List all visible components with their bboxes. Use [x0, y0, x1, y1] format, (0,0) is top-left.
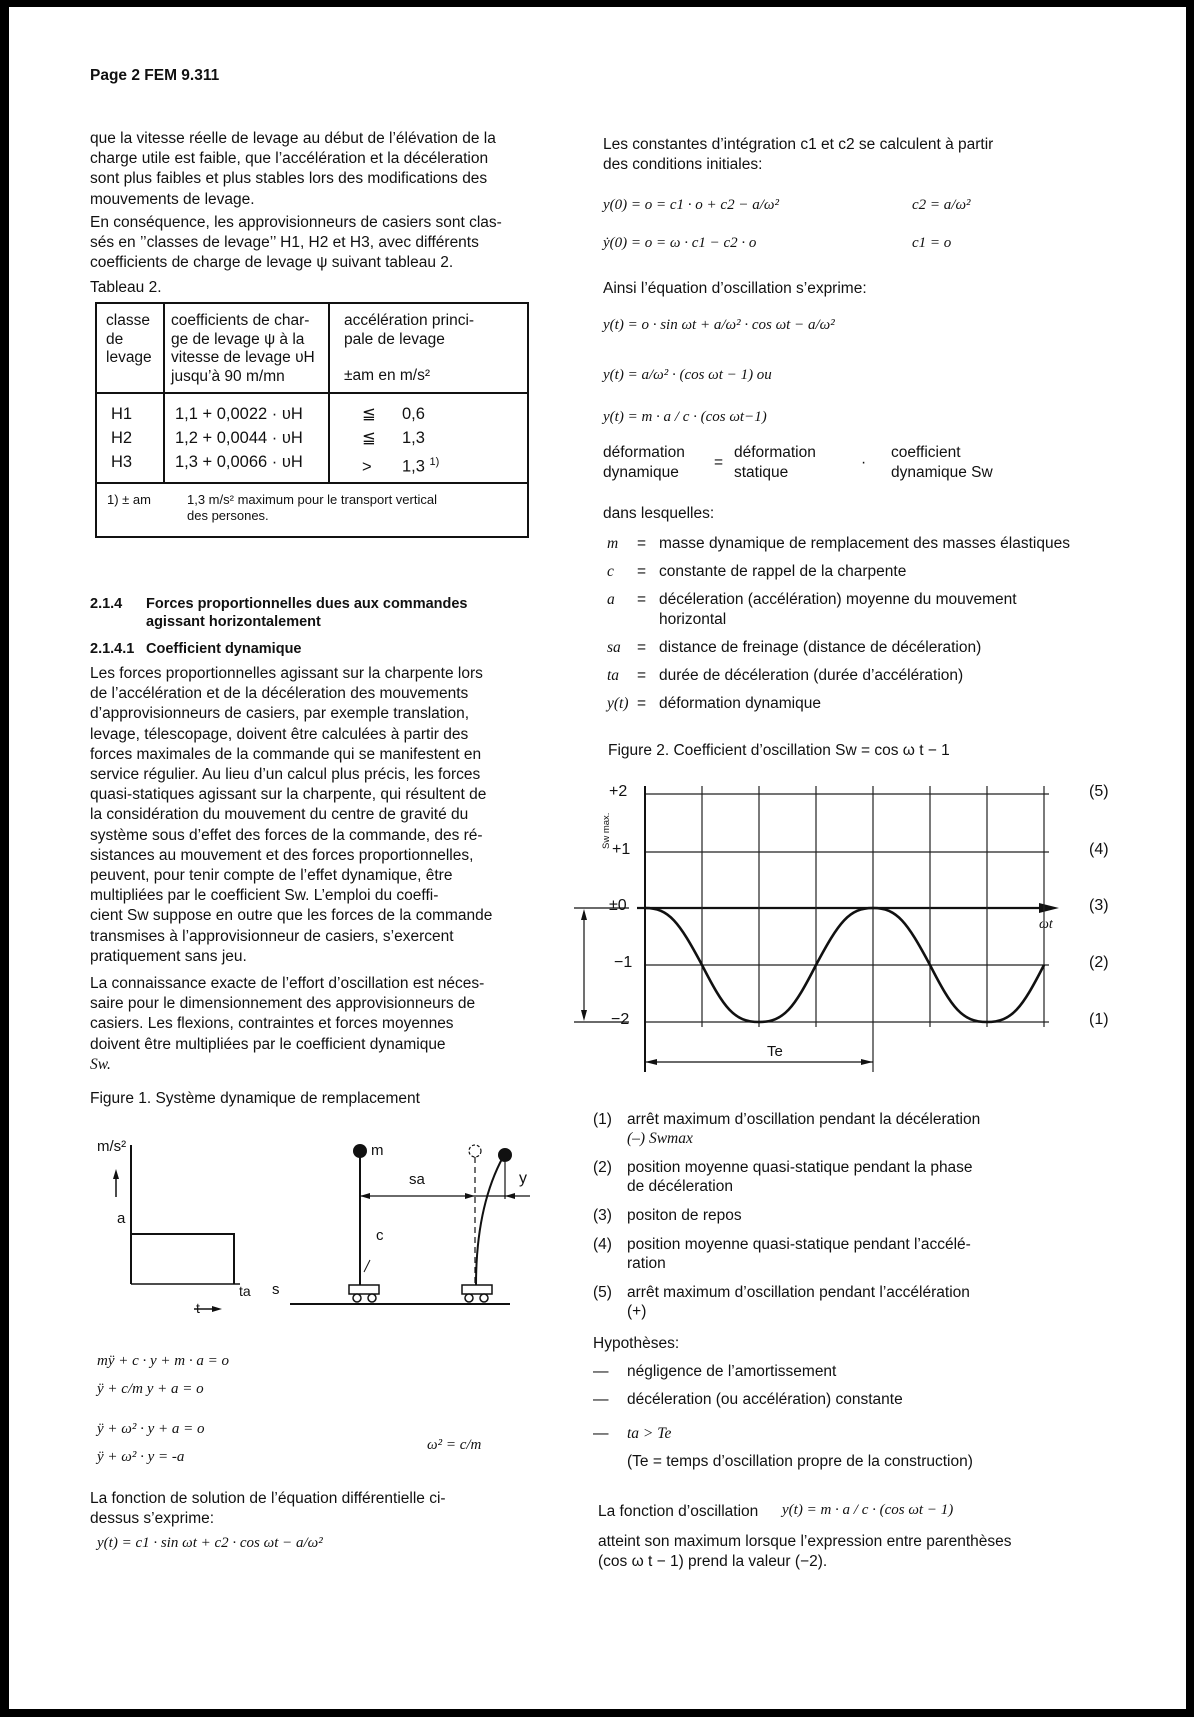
ytick-zero: ±0: [609, 897, 627, 914]
table-cell: H2: [111, 429, 133, 447]
equation-block: [97, 1347, 229, 1471]
definition-item: m = masse dynamique de remplacement des masses élastiques: [607, 534, 1127, 554]
table-footnote: [97, 484, 527, 536]
oscillation-eq-2: y(t) = a/ω² · (cos ωt − 1) ou: [603, 367, 772, 383]
header-text: jusqu’à 90 m/mn: [171, 367, 285, 385]
section-title: Coefficient dynamique: [146, 641, 302, 657]
header-text: pale de levage: [344, 330, 445, 348]
fig1-y-unit: m/s²: [97, 1138, 127, 1155]
symbol: m: [607, 535, 619, 552]
symbol: y(t): [607, 695, 629, 712]
legend-number: (3): [593, 1207, 612, 1224]
right-label-3: (3): [1089, 897, 1109, 914]
text-line: coefficient: [891, 444, 961, 461]
legend-text: [627, 1158, 1113, 1196]
hypotheses-list: [593, 1362, 1113, 1480]
final-paragraph: [598, 1532, 1118, 1572]
definition: durée de décéleration (durée d’accélération): [659, 667, 964, 684]
equals-sign: =: [714, 454, 724, 471]
text-line: dynamique: [603, 464, 679, 482]
text-line: multipliées par le coefficient Sw. L’emploi du coeffi-: [90, 887, 439, 905]
text-line: peuvent, pour tenir compte de l’effet dynamique, être: [90, 867, 453, 885]
oscillation-eq-1: y(t) = o · sin ωt + a/ω² · cos ωt − a/ω²: [603, 317, 835, 333]
hypothesis-item: — ta > Te: [593, 1425, 672, 1442]
text-line: dynamique Sw: [891, 464, 993, 482]
section-2-1-4-1-heading: [90, 641, 302, 657]
sw-max-axis-label: Sw max.: [601, 812, 612, 849]
table-cell: [362, 402, 527, 426]
text-line: pratiquement sans jeu.: [90, 947, 247, 965]
text-line: statique: [734, 464, 789, 482]
definition: décéleration (accélération) moyenne du mouvement horizontal: [659, 591, 1017, 628]
text-line: sistances au mouvement et des forces proportionnelles,: [90, 846, 474, 864]
table-body: [97, 394, 527, 484]
ainsi-text: Ainsi l’équation d’oscillation s’exprime:: [603, 280, 867, 297]
text-line: forces maximales de la commande qui se manifestent en: [90, 745, 482, 763]
value: 0,6: [402, 405, 425, 423]
classe-column: [97, 394, 165, 482]
text-line: transmises à l’approvisionneur de casiers, s’exercent: [90, 927, 454, 945]
text-line: charge utile est faible, que l’accélération et la décéleration: [90, 150, 489, 168]
ytick-plus-2: +2: [609, 783, 628, 800]
definition-item: sa = distance de freinage (distance de décéleration): [607, 638, 1127, 658]
table-cell: [362, 450, 527, 479]
table-caption: Tableau 2.: [90, 279, 162, 296]
header-text: de: [106, 330, 124, 348]
symbol: c: [607, 563, 614, 580]
words-eq-rhs: [891, 443, 993, 483]
text-line: (+): [627, 1303, 647, 1320]
header-classe: [97, 304, 165, 392]
definition: distance de freinage (distance de décéleration): [659, 639, 982, 656]
hypothesis-note: [593, 1452, 1113, 1472]
text-line: levage, télescopage, doivent être calculées à partir des: [90, 725, 469, 743]
text-line: atteint son maximum lorsque l’expression entre parenthèses: [598, 1533, 1012, 1550]
text-line: (cos ω t − 1) prend la valeur (−2).: [598, 1553, 828, 1571]
omega-definition: ω² = c/m: [427, 1437, 482, 1453]
equation: ÿ + ω² · y + a = o: [97, 1421, 205, 1437]
equation: mÿ + c · y + m · a = o: [97, 1353, 230, 1369]
value: 1,3: [402, 457, 425, 476]
text-line: Les forces proportionnelles agissant sur la charpente lors: [90, 665, 483, 682]
text-line: sont plus faibles et plus stables lors des modifications des: [90, 170, 488, 188]
legend-number: (1): [593, 1111, 612, 1128]
definition-item: c = constante de rappel de la charpente: [607, 562, 1127, 582]
legend-number: (5): [593, 1284, 612, 1301]
section-title: [146, 595, 468, 631]
operator: >: [362, 457, 372, 476]
hypothesis-text: ta > Te: [627, 1425, 672, 1442]
text-line: d’approvisionneurs de casiers, par exemple translation,: [90, 705, 470, 723]
intro-paragraph: [90, 129, 570, 210]
constants-paragraph: [603, 135, 1103, 175]
hypothesis-item: — décéleration (ou accélération) constante: [593, 1391, 903, 1408]
ytick-minus-1: −1: [614, 954, 633, 971]
legend-number: (4): [593, 1236, 612, 1253]
text-line: casiers. Les flexions, contraintes et forces moyennes: [90, 1015, 454, 1033]
fig1-y-label: y: [519, 1170, 527, 1187]
header-acceleration: [330, 304, 527, 392]
section-2-1-4-heading: [90, 595, 468, 631]
definition: constante de rappel de la charpente: [659, 563, 907, 580]
text-line: service régulier. Au lieu d’un calcul plus précis, les forces: [90, 766, 481, 784]
right-label-2: (2): [1089, 954, 1109, 971]
words-eq-lhs: [603, 443, 685, 483]
text-line: (–) Swmax: [627, 1130, 693, 1147]
definition-list: [607, 534, 1127, 722]
right-label-5: (5): [1089, 783, 1109, 800]
document-page: [9, 7, 1186, 1709]
table-header-row: [97, 304, 527, 394]
symbol: a: [607, 591, 615, 608]
table-cell: 1,3 + 0,0066 · υH: [175, 453, 303, 471]
figure-1-caption: Figure 1. Système dynamique de remplacement: [90, 1090, 420, 1107]
ytick-minus-2: −2: [611, 1011, 630, 1028]
hypothesis-text: négligence de l’amortissement: [627, 1363, 837, 1380]
solution-equation: y(t) = c1 · sin ωt + c2 · cos ωt − a/ω²: [97, 1535, 323, 1551]
text-line: agissant horizontalement: [146, 614, 321, 630]
legend-item: [593, 1235, 1113, 1273]
header-text: vitesse de levage υH: [171, 349, 315, 366]
text-line: des conditions initiales:: [603, 156, 763, 174]
legend-text: [627, 1206, 1113, 1225]
text-line: En conséquence, les approvisionneurs de casiers sont clas-: [90, 214, 502, 231]
acc-column: [330, 394, 527, 482]
text-line: des persones.: [187, 508, 269, 523]
hypotheses-title: Hypothèses:: [593, 1335, 680, 1352]
text-line: doivent être multipliées par le coefficient dynamique: [90, 1035, 446, 1053]
definition-item: y(t) = déformation dynamique: [607, 694, 1127, 714]
fig1-sa-label: sa: [409, 1171, 425, 1188]
text-line: coefficients de charge de levage ψ suivant tableau 2.: [90, 254, 454, 272]
header-coefficients: [165, 304, 330, 392]
lifting-class-table: [95, 302, 529, 538]
initial-condition-2: ẏ(0) = o = ω · c1 − c2 · o: [603, 235, 757, 251]
fig1-s-label: s: [272, 1281, 280, 1298]
fig1-c-label: c: [376, 1227, 384, 1244]
text-line: 1,3 m/s² maximum pour le transport vertical: [187, 492, 437, 507]
definition: déformation dynamique: [659, 695, 821, 712]
oscillation-eq-3: y(t) = m · a / c · (cos ωt−1): [603, 409, 767, 425]
legend-item: [593, 1206, 1113, 1225]
text-line: cient Sw suppose en outre que les forces de la commande: [90, 907, 493, 925]
figure-1-diagram: [90, 1127, 580, 1312]
operator: ≦: [362, 405, 376, 423]
coeff-column: [165, 394, 330, 482]
section-number: 2.1.4: [90, 596, 123, 612]
words-eq-mid: [734, 443, 816, 483]
body-paragraph-1: [90, 664, 580, 967]
text-line: ration: [627, 1255, 666, 1272]
text-line: La connaissance exacte de l’effort d’oscillation est néces-: [90, 975, 485, 992]
legend-number: (2): [593, 1159, 612, 1176]
legend-text: [627, 1235, 1113, 1273]
header-text: levage: [106, 349, 152, 366]
table-cell: [362, 426, 527, 450]
text-line: mouvements de levage.: [90, 190, 255, 208]
text-line: Les constantes d’intégration c1 et c2 se calculent à partir: [603, 136, 994, 153]
table-cell: 1,1 + 0,0022 · υH: [175, 405, 303, 423]
header-text: ge de levage ψ à la: [171, 330, 305, 348]
text-line: Sw.: [90, 1055, 111, 1073]
text-line: système sous d’effet des forces de la commande, des ré-: [90, 826, 483, 844]
legend-text: [627, 1110, 1113, 1148]
text-line: position moyenne quasi-statique pendant l’accélé-: [627, 1236, 971, 1253]
legend-item: [593, 1158, 1113, 1196]
right-label-4: (4): [1089, 841, 1109, 858]
text-line: arrêt maximum d’oscillation pendant la décéleration: [627, 1111, 981, 1128]
legend-item: [593, 1283, 1113, 1321]
final-intro: La fonction d’oscillation: [598, 1503, 759, 1520]
text-line: de l’accélération et de la décéleration des mouvements: [90, 685, 469, 703]
header-text: accélération princi-: [344, 312, 475, 329]
text-line: déformation: [734, 444, 816, 461]
section-number: 2.1.4.1: [90, 641, 135, 657]
multiply-sign: ·: [861, 454, 867, 471]
initial-result-2: c1 = o: [912, 235, 952, 251]
right-label-1: (1): [1089, 1011, 1109, 1028]
initial-condition-1: y(0) = o = c1 · o + c2 − a/ω²: [603, 197, 779, 213]
figure-2-caption: Figure 2. Coefficient d’oscillation Sw = cos ω t − 1: [608, 742, 950, 759]
text-line: de décéleration: [627, 1178, 733, 1195]
body-paragraph-2: [90, 974, 580, 1075]
definition-item: a = décéleration (accélération) moyenne du mouvement horizontal: [607, 590, 1077, 630]
text-line: Forces proportionnelles dues aux commandes: [146, 596, 468, 612]
hypothesis-text: décéleration (ou accélération) constante: [627, 1391, 903, 1408]
text-line: positon de repos: [627, 1207, 742, 1224]
legend-item: [593, 1110, 1113, 1148]
final-equation: y(t) = m · a / c · (cos ωt − 1): [782, 1502, 954, 1518]
fig1-a-label: a: [117, 1210, 126, 1227]
hypothesis-note-text: (Te = temps d’oscillation propre de la construction): [627, 1453, 973, 1470]
table-cell: 1,2 + 0,0044 · υH: [175, 429, 303, 447]
text-line: saire pour le dimensionnement des approvisionneurs de: [90, 995, 476, 1013]
definition-item: ta = durée de décéleration (durée d’accélération): [607, 666, 1127, 686]
text-line: déformation: [603, 444, 685, 461]
text-line: arrêt maximum d’oscillation pendant l’accélération: [627, 1284, 970, 1301]
fig1-m-label: m: [371, 1142, 384, 1159]
text-line: La fonction de solution de l’équation différentielle ci-: [90, 1490, 446, 1507]
header-text: coefficients de char-: [171, 312, 310, 329]
initial-result-1: c2 = a/ω²: [912, 197, 971, 213]
equation: ÿ + ω² · y = -a: [97, 1449, 185, 1465]
hypothesis-item: — négligence de l’amortissement: [593, 1363, 837, 1380]
text-line: la considération du mouvement du centre de gravité du: [90, 806, 469, 824]
text-line: sés en ’’classes de levage’’ H1, H2 et H3, avec différents: [90, 234, 479, 252]
te-label: Te: [767, 1043, 783, 1060]
text-line: que la vitesse réelle de levage au début de l’élévation de la: [90, 130, 496, 147]
equation: ÿ + c/m y + a = o: [97, 1381, 204, 1397]
header-text: classe: [106, 312, 150, 329]
fig1-ta-label: ta: [239, 1283, 251, 1299]
solution-paragraph: [90, 1489, 580, 1529]
figure-2-legend: [593, 1110, 1113, 1331]
text-line: position moyenne quasi-statique pendant la phase: [627, 1159, 973, 1176]
fig1-t-label: t: [196, 1300, 200, 1316]
page-header: Page 2 FEM 9.311: [90, 67, 220, 84]
text-line: dessus s’exprime:: [90, 1510, 215, 1528]
footnote-text: [187, 492, 437, 536]
consequence-paragraph: [90, 213, 570, 274]
footnote-mark: 1) ± am: [107, 492, 151, 507]
operator: ≦: [362, 429, 376, 447]
symbol: sa: [607, 639, 621, 656]
legend-text: [627, 1283, 1113, 1321]
value: 1,3: [402, 429, 425, 447]
table-cell: H1: [111, 405, 133, 423]
definition: masse dynamique de remplacement des masses élastiques: [659, 535, 1070, 552]
header-text: [344, 349, 527, 367]
table-cell: H3: [111, 453, 133, 471]
x-axis-label-omega-t: ωt: [1039, 917, 1053, 932]
symbol: ta: [607, 667, 620, 684]
dans-lesquelles: dans lesquelles:: [603, 505, 715, 522]
ytick-plus-1: +1: [612, 841, 631, 858]
footnote-ref: 1): [429, 456, 440, 468]
header-text: ±am en m/s²: [344, 367, 431, 384]
text-line: quasi-statiques agissant sur la charpente, qui résultent de: [90, 786, 487, 804]
